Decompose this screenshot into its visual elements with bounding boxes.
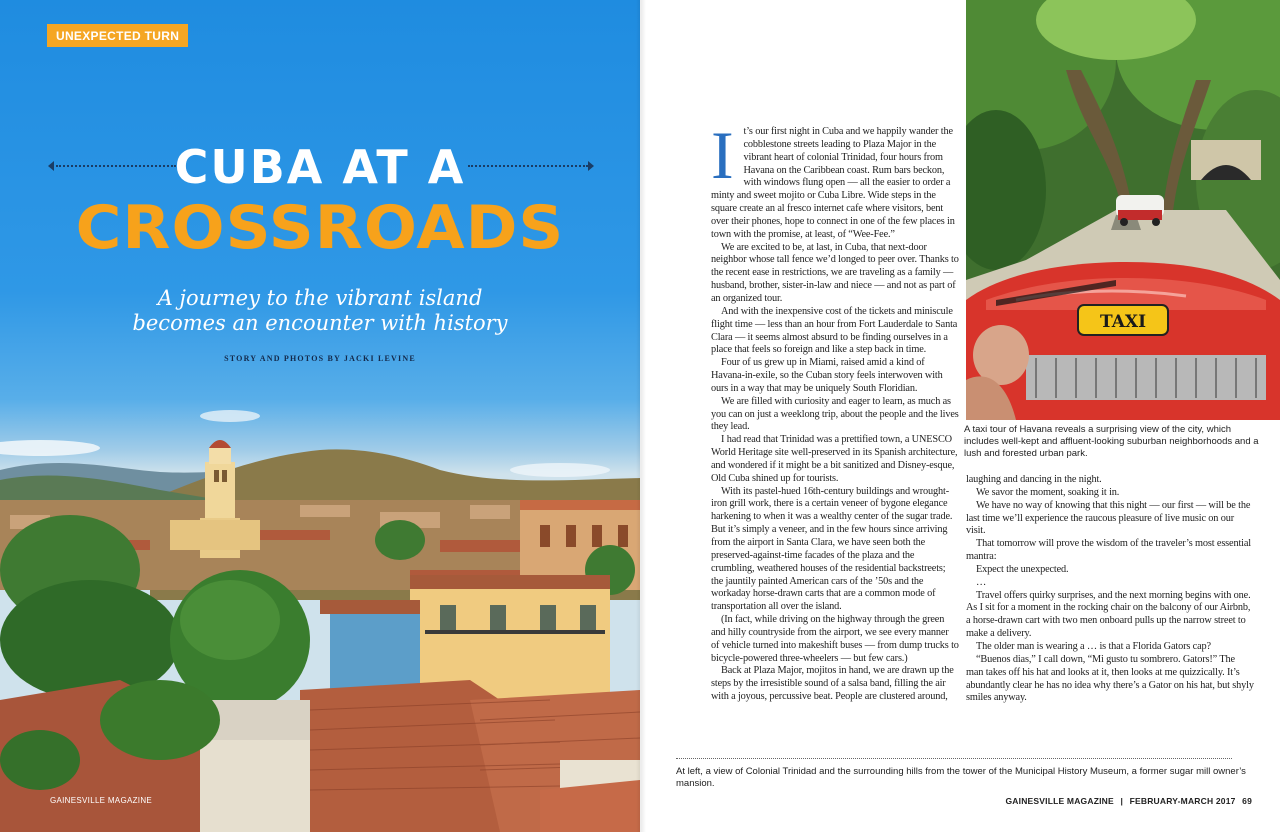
subtitle: [70, 286, 570, 336]
body-paragraph: Travel offers quirky surprises, and the next morning begins with one. As I sit for a moment in the rocking chair on the balcony of our Airbnb, a horse-drawn cart with two men onboard pulls up the narrow street to make a delivery.: [966, 589, 1251, 640]
body-paragraph: We are filled with curiosity and eager to learn, as much as you can on just a weeklong trip, about the people and the lives they lead.: [711, 395, 959, 433]
taxi-sign: TAXI: [1099, 312, 1147, 332]
folio-page-number: 69: [1242, 796, 1252, 806]
body-paragraph: laughing and dancing in the night.: [966, 474, 1102, 485]
bottom-caption: At left, a view of Colonial Trinidad and the surrounding hills from the tower of the Municipal History Museum, a former sugar mill owner’s mansion.: [676, 766, 1246, 789]
folio-issue: FEBRUARY-MARCH 2017: [1129, 796, 1236, 806]
body-column-2: [966, 474, 1254, 705]
title-line-1: CUBA AT A: [174, 140, 466, 194]
body-paragraph: …: [976, 576, 987, 588]
byline: STORY AND PHOTOS BY JACKI LEVINE: [224, 354, 416, 363]
body-paragraph: With its pastel-hued 16th-century buildings and wrought-iron grill work, there is a certain veneer of bygone elegance harkening to when it was a wealthy center of the sugar trade. But it’s simply a veneer, and in the few hours since arriving from the airport in Santa Clara, we have seen both the preserved-against-time facades of the plaza and the crumbling, weathered houses of the residential backstreets; the jauntily painted American cars of the ’50s and the workaday horse-drawn carts that are a common mode of transportation all over the island.: [711, 485, 953, 613]
right-page: [640, 0, 1280, 832]
body-paragraph: That tomorrow will prove the wisdom of the traveler’s most essential mantra:: [966, 538, 1252, 563]
body-paragraph: We are excited to be, at last, in Cuba, that next-door neighbor whose tall fence we’d longed to peer over. Thanks to the recent ease in restrictions, we are traveling as a family — husband, brother, sister-in-law and niece — and not as part of an organized tour.: [711, 241, 959, 304]
folio-left: GAINESVILLE MAGAZINE: [50, 796, 153, 805]
dropcap: I: [711, 117, 734, 193]
body-paragraph: Back at Plaza Major, mojitos in hand, we are drawn up the steps by the irresistible sound of a salsa band, filling the air with a joyous, percussive beat. People are clustered around,: [711, 665, 954, 703]
section-tag: UNEXPECTED TURN: [47, 24, 188, 47]
body-paragraph: Expect the unexpected.: [976, 563, 1069, 575]
body-paragraph: And with the inexpensive cost of the tickets and miniscule flight time — less than an hour from Fort Lauderdale to Santa Clara — it seems almost absurd to be finding ourselves in a place that feels so foreign and like a step back in time.: [711, 305, 958, 356]
body-paragraph: (In fact, while driving on the highway through the green and hilly countryside from the airport, we see every manner of vehicle turned into makeshift buses — from dump trucks to bicycle-powered three-wheelers — but few cars.): [711, 614, 959, 664]
subtitle-line-1: A journey to the vibrant island: [157, 286, 483, 310]
body-paragraph: We savor the moment, soaking it in.: [976, 486, 1120, 498]
body-paragraph: Four of us grew up in Miami, raised amid a kind of Havana-in-exile, so the Cuban story feels interwoven with ours in a way that may be uniquely South Floridian.: [711, 357, 943, 394]
havana-taxi-photo: [966, 0, 1280, 420]
photo-caption: A taxi tour of Havana reveals a surprising view of the city, which includes well-kept and affluent-looking suburban neighborhoods and a lush and forested urban park.: [964, 424, 1259, 459]
folio-magazine: GAINESVILLE MAGAZINE: [1005, 796, 1114, 806]
body-paragraph: We have no way of knowing that this night — our first — will be the last time we’ll experience the raucous pleasure of live music on our visit.: [966, 499, 1251, 537]
folio-separator: |: [1120, 796, 1124, 806]
body-paragraph: I had read that Trinidad was a prettified town, a UNESCO World Heritage site well-preserved in its Spanish architecture, and wondered if it might be a bit sanitized and Disney-esque, Old Cuba shined up for tourists.: [711, 434, 958, 484]
subtitle-line-2: becomes an encounter with history: [132, 311, 508, 335]
body-column-1: [711, 117, 959, 704]
body-paragraph: t’s our first night in Cuba and we happily wander the cobblestone streets leading to Plaza Major in the vibrant heart of colonial Trinidad, four hours from Havana on the Caribbean coast. Rum bars beckon, with windows flung open — all the easier to order a minty and sweet mojito or Cuba Libre. Wide steps in the square create an al fresco internet cafe where visitors, bent over their phones, hope to connect in one of the few places in town with the promise, at least, of “Wee-Fee.”: [711, 126, 955, 240]
body-paragraph: “Buenos dias,” I call down, “Mi gusto tu sombrero. Gators!” The man takes off his hat and looks at it, then looks at me quizzically. It’s abundantly clear he has no idea why there’s a Gator on his hat, but shyly smiles anyway.: [966, 653, 1254, 704]
folio-right: [1002, 796, 1253, 806]
title-line-2: CROSSROADS: [75, 193, 565, 263]
caption-divider: [676, 758, 1232, 759]
body-paragraph: The older man is wearing a … is that a Florida Gators cap?: [976, 640, 1211, 652]
